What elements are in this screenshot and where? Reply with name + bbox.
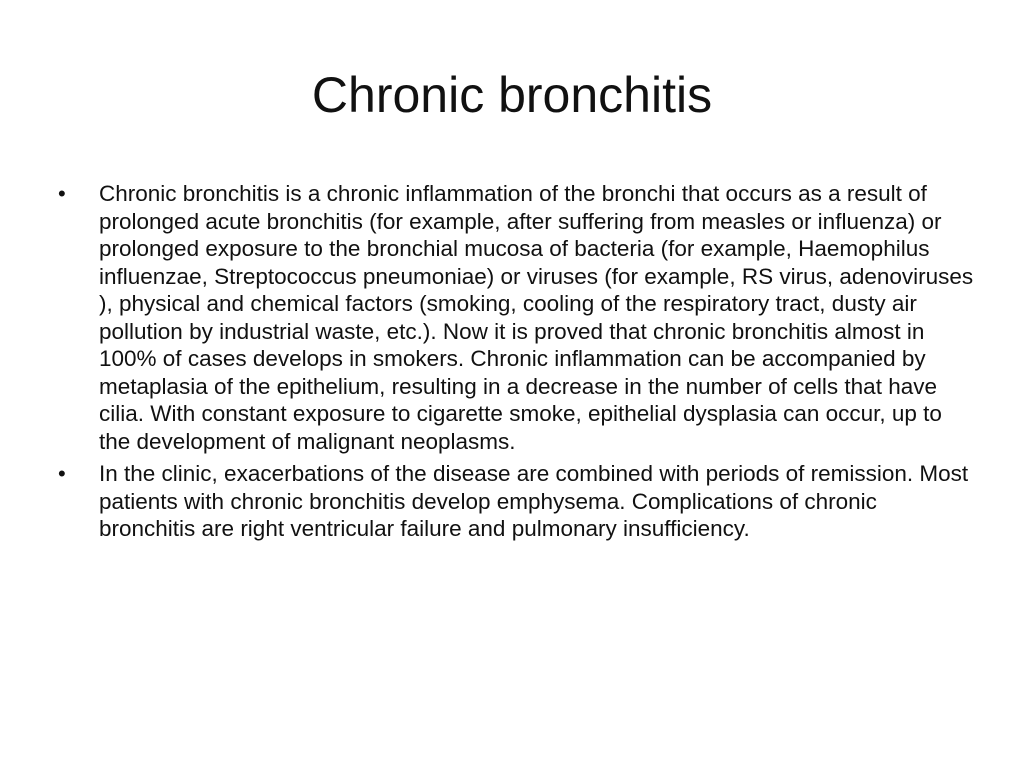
bullet-marker-2: • <box>58 461 66 486</box>
bullet-item-2 <box>58 460 978 543</box>
slide-title: Chronic bronchitis <box>311 67 713 123</box>
bullet-item-1 <box>58 180 978 455</box>
bullet-text-1: Chronic bronchitis is a chronic inflammation of the bronchi that occurs as a result of prolonged acute bronchitis (for example, after suffering from measles or influenza) or prolonged exposure to the bronchial mucosa of bacteria (for example, Haemophilus influenzae, Streptococcus pneumoniae) or viruses (for example, RS virus, adenoviruses ), physical and chemical factors (smoking, cooling of the respiratory tract, dusty air pollution by industrial waste, etc.). Now it is proved that chronic bronchitis almost in 100% of cases develops in smokers. Chronic inflammation can be accompanied by metaplasia of the epithelium, resulting in a decrease in the number of cells that have cilia. With constant exposure to cigarette smoke, epithelial dysplasia can occur, up to the development of malignant neoplasms. <box>99 181 974 454</box>
bullet-marker-1: • <box>58 181 66 206</box>
bullet-list <box>58 180 978 548</box>
bullet-text-2: In the clinic, exacerbations of the disease are combined with periods of remission. Most patients with chronic bronchitis develop emphysema. Complications of chronic bronchitis are right ventricular failure and pulmonary insufficiency. <box>99 461 969 541</box>
